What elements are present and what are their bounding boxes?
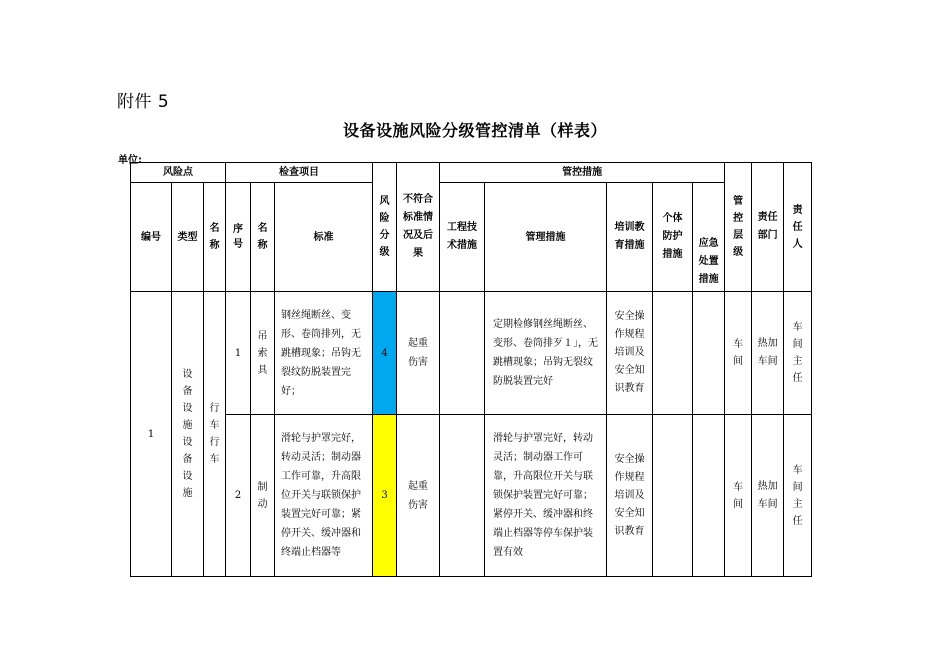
header-standard: 标准 — [275, 183, 373, 292]
row-management: 定期检修钢丝绳断丝、变形、卷筒排歹１」，无跳槽现象；吊钩无裂纹防脱装置完好 — [485, 292, 607, 415]
header-risk-point: 风险点 — [131, 163, 226, 183]
header-engineering: 工程技术措施 — [440, 183, 485, 292]
row-control-level: 车间 — [725, 415, 752, 577]
row-item-name: 吊索具 — [251, 292, 275, 415]
row-control-level: 车间 — [725, 292, 752, 415]
unit-label: 单位: — [118, 155, 142, 166]
group-name: 行车行车 — [204, 292, 226, 577]
header-name: 名称 — [204, 183, 226, 292]
page-title: 设备设施风险分级管控清单（样表） — [342, 121, 607, 140]
header-noncompliance: 不符合标准情况及后果 — [397, 163, 440, 292]
risk-control-table — [130, 162, 812, 577]
header-row-groups — [131, 163, 812, 183]
attachment-label: 附件 5 — [117, 92, 170, 112]
header-item-name: 名称 — [251, 183, 275, 292]
row-seq: 2 — [226, 415, 251, 577]
header-check-item: 检查项目 — [226, 163, 373, 183]
row-resp-person: 车间主任 — [784, 415, 812, 577]
row-emergency — [693, 415, 725, 577]
header-resp-person: 责任人 — [784, 163, 812, 292]
header-risk-level: 风险分级 — [373, 163, 397, 292]
row-standard: 滑轮与护罩完好，转动灵活；制动器工作可靠，升高限位开关与联锁保护装置完好可靠；紧停开关、缓冲器和终端止档器等 — [275, 415, 373, 577]
row-engineering — [440, 415, 485, 577]
row-ppe — [653, 292, 693, 415]
header-seq: 序号 — [226, 183, 251, 292]
row-consequence: 起重伤害 — [397, 292, 440, 415]
header-no: 编号 — [131, 183, 172, 292]
header-resp-dept: 责任部门 — [752, 163, 784, 292]
row-consequence: 起重伤害 — [397, 415, 440, 577]
row-training: 安全操作规程培训及安全知识教育 — [607, 292, 653, 415]
row-resp-dept: 热加车间 — [752, 415, 784, 577]
row-seq: 1 — [226, 292, 251, 415]
group-no: 1 — [131, 292, 172, 577]
group-type: 设备设施设备设施 — [172, 292, 204, 577]
row-risk-level: 4 — [373, 292, 397, 415]
header-control-measures: 管控措施 — [440, 163, 725, 183]
header-type: 类型 — [172, 183, 204, 292]
row-item-name: 制动 — [251, 415, 275, 577]
table-row — [131, 415, 812, 577]
header-training: 培训教育措施 — [607, 183, 653, 292]
row-risk-level: 3 — [373, 415, 397, 577]
header-ppe: 个体防护措施 — [653, 183, 693, 292]
row-ppe — [653, 415, 693, 577]
row-management: 滑轮与护罩完好，转动灵活；制动器工作可靠，升高限位开关与联锁保护装置完好可靠；紧停开关、缓冲器和终端止档器等停车保护装置有效 — [485, 415, 607, 577]
row-standard: 钢丝绳断丝、变形、卷筒排列，无跳槽现象；吊钩无裂纹防脱装置完好； — [275, 292, 373, 415]
row-resp-person: 车间主任 — [784, 292, 812, 415]
header-control-level: 管控层级 — [725, 163, 752, 292]
row-engineering — [440, 292, 485, 415]
row-resp-dept: 热加车间 — [752, 292, 784, 415]
header-management: 管理措施 — [485, 183, 607, 292]
header-row-columns — [131, 183, 812, 292]
row-emergency — [693, 292, 725, 415]
table-row — [131, 292, 812, 415]
header-emergency: 应急处置措施 — [693, 183, 725, 292]
row-training: 安全操作规程培训及安全知识教育 — [607, 415, 653, 577]
